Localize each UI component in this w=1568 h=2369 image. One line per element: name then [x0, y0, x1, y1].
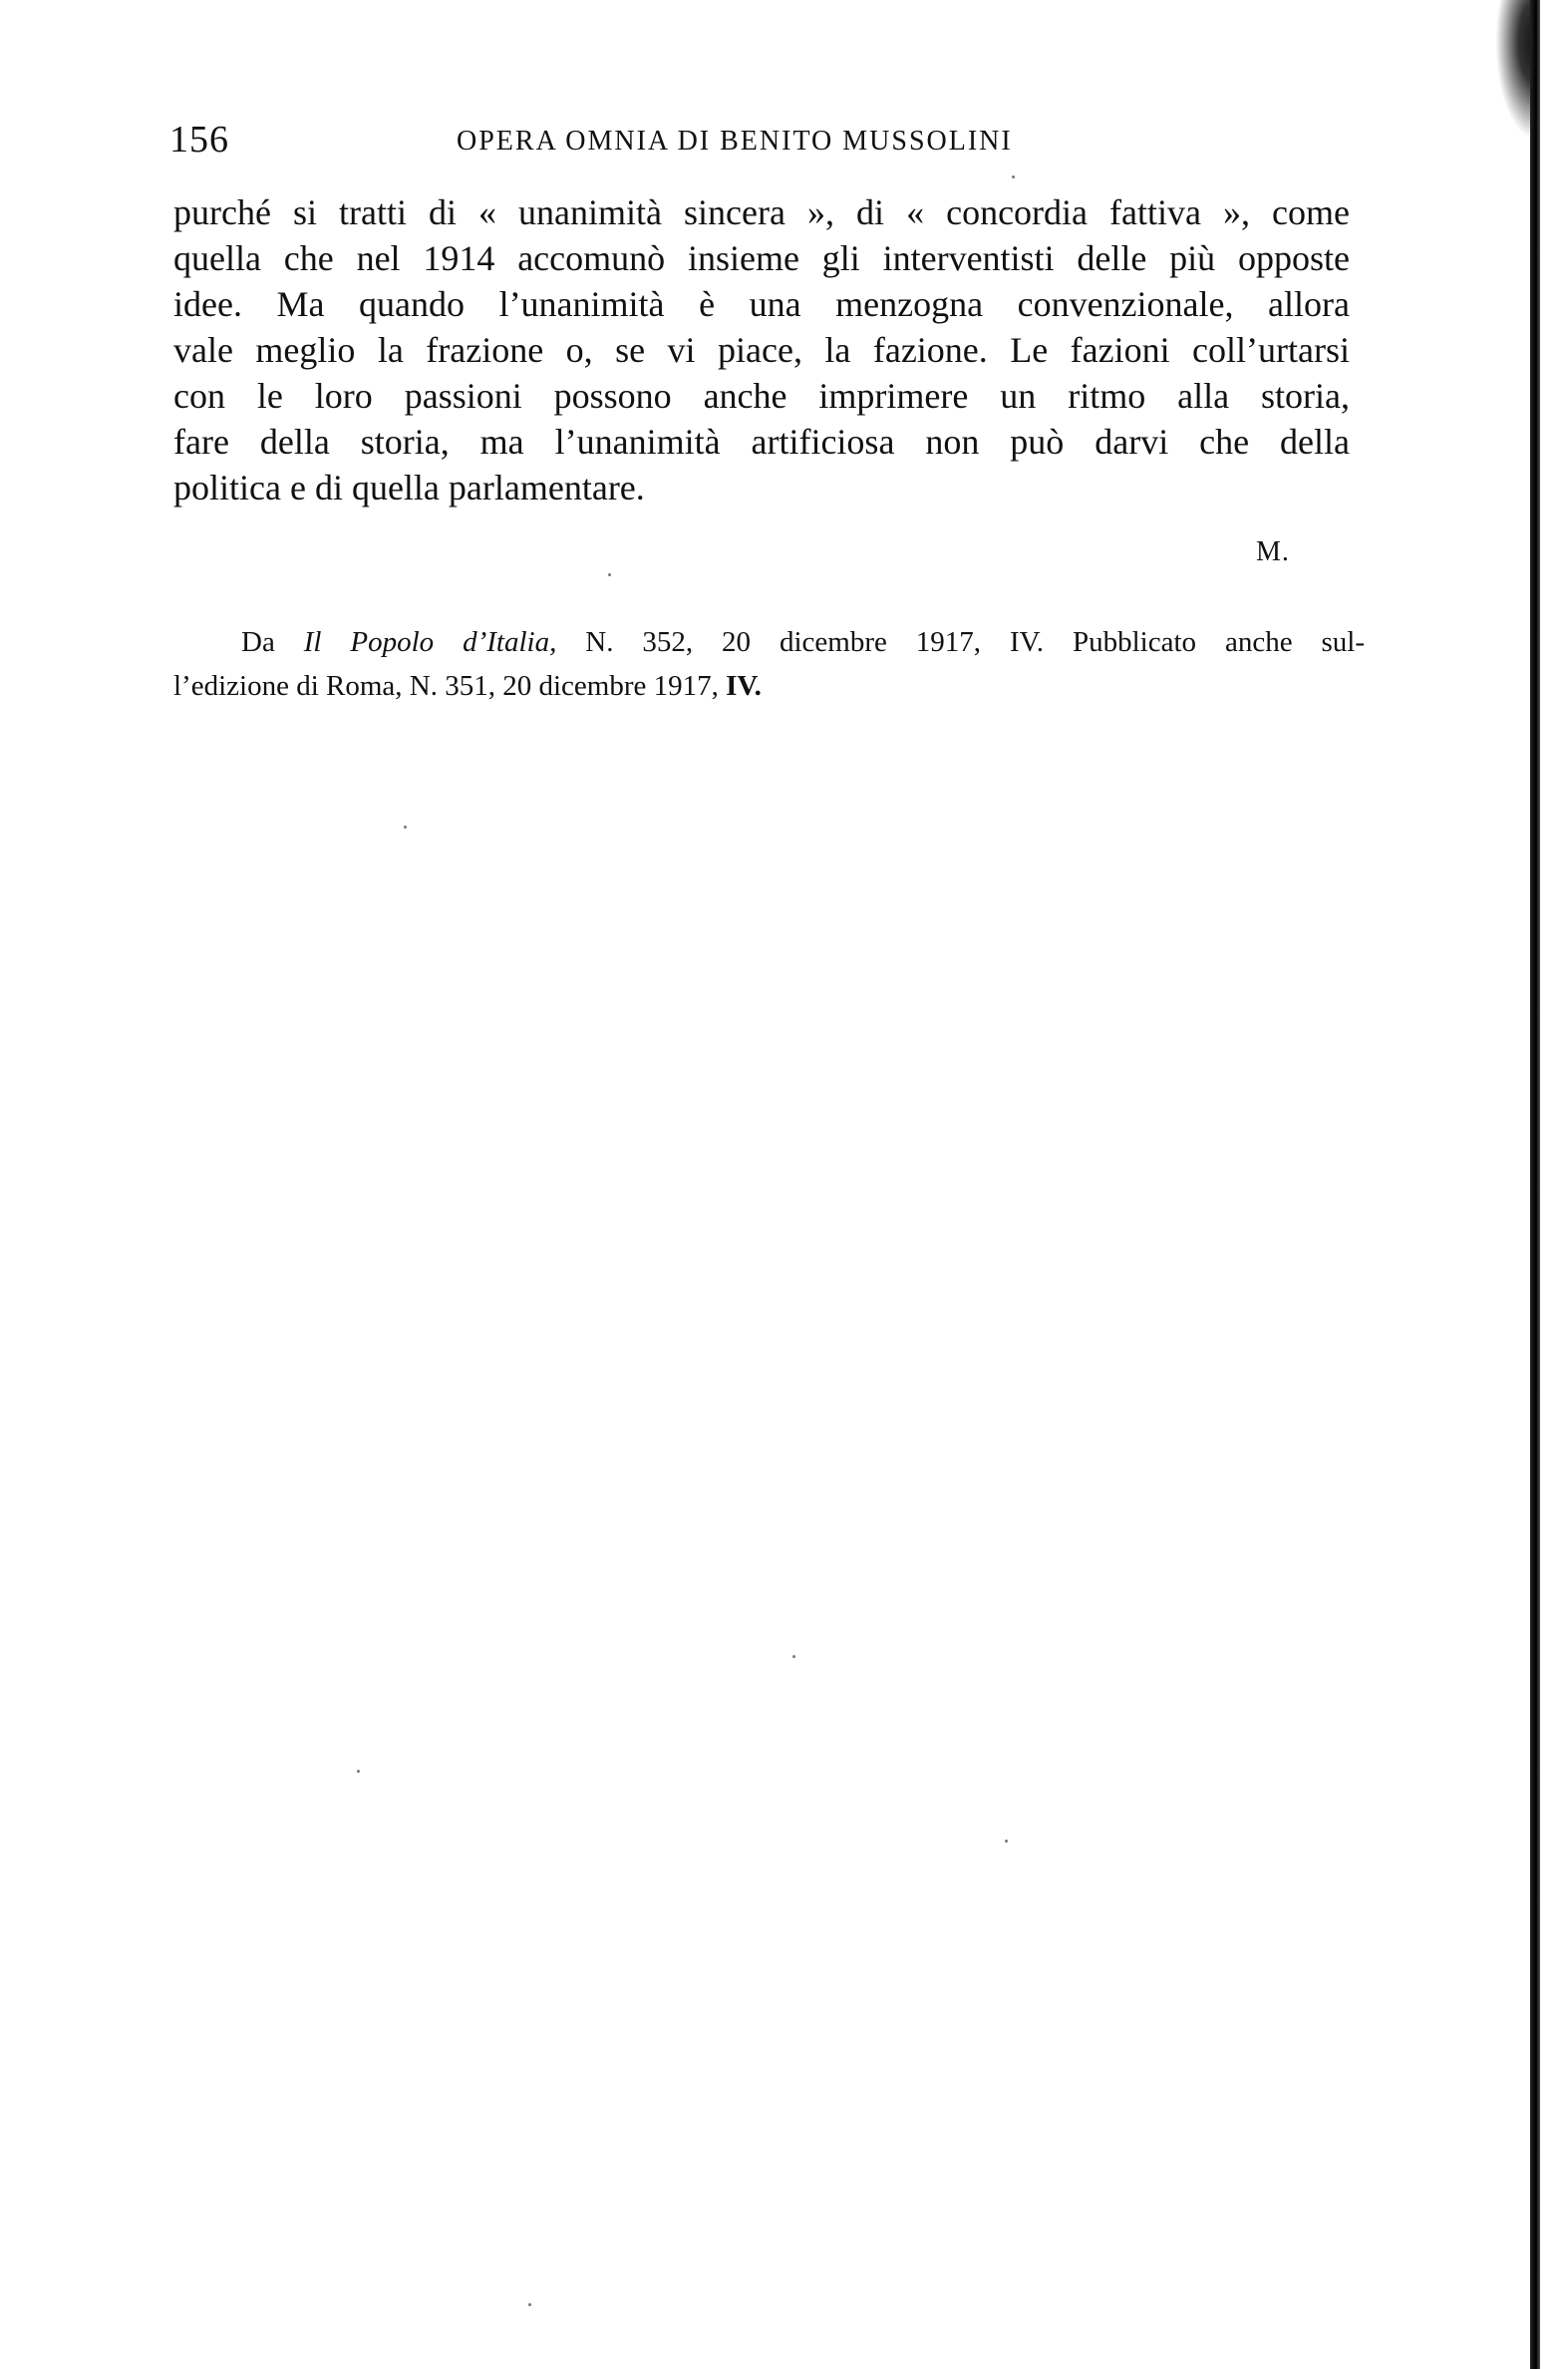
source-note [173, 620, 1365, 708]
source-note-details: N. 352, 20 dicembre 1917, IV. Pubblicato anche sul- [556, 626, 1365, 658]
scan-speck [357, 1770, 360, 1773]
page-header [169, 118, 1366, 169]
page-number: 156 [169, 119, 229, 161]
author-signature: M. [1256, 536, 1290, 567]
source-note-volume: IV. [726, 670, 762, 702]
scan-speck [792, 1655, 795, 1658]
scan-edge-border [1530, 0, 1540, 2369]
source-note-prefix: Da [241, 626, 304, 658]
body-line: con le loro passioni possono anche imprimere un ritmo alla storia, [173, 376, 1350, 416]
source-note-line-2 [173, 664, 1365, 708]
scan-speck [608, 573, 611, 576]
body-line: fare della storia, ma l’unanimità artificiosa non può darvi che della [173, 422, 1350, 462]
source-note-edition: l’edizione di Roma, N. 351, 20 dicembre 1917, [173, 670, 727, 702]
scan-speck [1005, 1840, 1008, 1843]
body-line: purché si tratti di « unanimità sincera », di « concordia fattiva », come [173, 192, 1350, 232]
scan-speck [1012, 175, 1015, 178]
body-line: vale meglio la frazione o, se vi piace, la fazione. Le fazioni coll’urtarsi [173, 330, 1350, 370]
scan-speck [404, 826, 407, 829]
source-note-line-1 [173, 620, 1365, 664]
body-line: politica e di quella parlamentare. [173, 468, 645, 508]
scan-speck [528, 2303, 531, 2306]
body-line: idee. Ma quando l’unanimità è una menzogna convenzionale, allora [173, 284, 1350, 324]
body-text [173, 189, 1350, 510]
running-head: OPERA OMNIA DI BENITO MUSSOLINI [457, 126, 1013, 157]
body-line: quella che nel 1914 accomunò insieme gli interventisti delle più opposte [173, 238, 1350, 278]
newspaper-title: Il Popolo d’Italia, [303, 626, 557, 658]
